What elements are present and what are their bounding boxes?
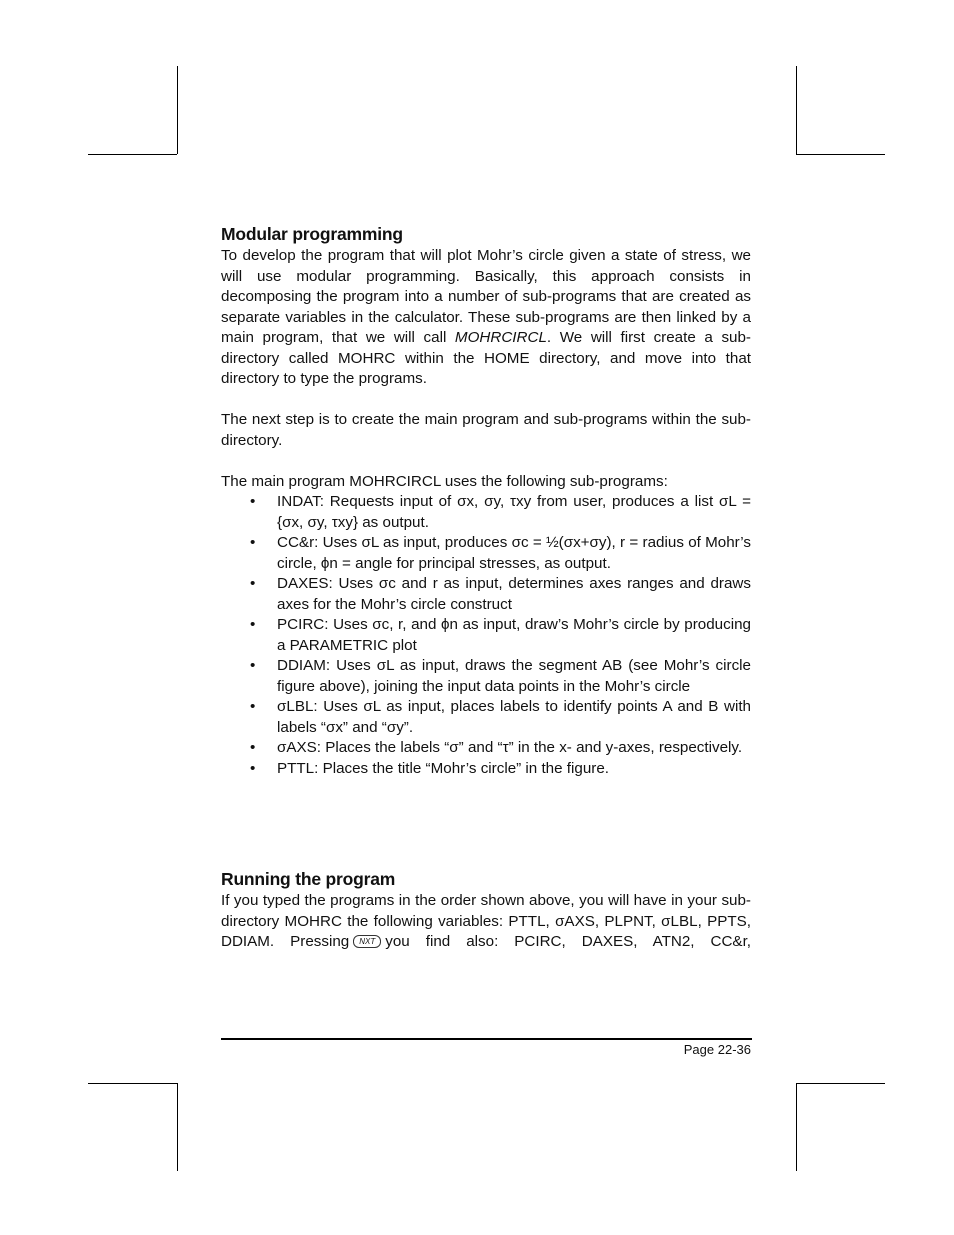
footer-rule — [221, 1038, 752, 1040]
page-number: Page 22-36 — [683, 1042, 751, 1057]
list-item — [221, 656, 751, 697]
paragraph-next-step: The next step is to create the main program and sub-programs within the sub-directory. — [221, 411, 751, 449]
paragraph-modular-intro-part-1: To develop the program that will plot Mohr’s circle given a state of stress, we will use modular programming. Basically, this approach consists in decomposing the program into a number of sub-programs that are created as separate variables in the calculator. These sub-programs are then linked by a main program, that we will call — [221, 247, 751, 346]
section-heading-running-the-program: Running the program — [221, 869, 396, 889]
subprogram-list — [221, 492, 751, 779]
bullet-icon: • — [250, 698, 256, 715]
crop-mark-br-vertical — [796, 1083, 797, 1171]
list-item — [221, 533, 751, 574]
bullet-icon: • — [250, 616, 256, 633]
bullet-icon: • — [250, 534, 256, 551]
crop-mark-tl-vertical — [177, 66, 178, 154]
program-name-mohrcircl: MOHRCIRCL — [454, 329, 547, 346]
paragraph-running — [221, 891, 751, 953]
bullet-icon: • — [250, 759, 256, 777]
list-item-text: DDIAM: Uses σL as input, draws the segment AB (see Mohr’s circle figure above), joining the input data points in the Mohr’s circle — [277, 657, 751, 695]
list-item — [221, 738, 751, 759]
nxt-key-icon: NXT — [353, 935, 381, 948]
list-item — [221, 615, 751, 656]
paragraph-running-part-2: you find also: PCIRC, DAXES, ATN2, CC&r, — [385, 933, 752, 950]
bullet-icon: • — [250, 739, 256, 756]
list-item-text: DAXES: Uses σc and r as input, determines axes ranges and draws axes for the Mohr’s circle construct — [277, 575, 751, 613]
list-item — [221, 759, 751, 780]
list-item — [221, 574, 751, 615]
list-item-text: INDAT: Requests input of σx, σy, τxy from user, produces a list σL = {σx, σy, τxy} as output. — [277, 493, 751, 531]
bullet-icon: • — [250, 493, 256, 510]
crop-mark-bl-vertical — [177, 1083, 178, 1171]
crop-mark-tr-vertical — [796, 66, 797, 154]
paragraph-running-part-1: If you typed the programs in the order shown above, you will have in your sub-directory MOHRC the following variables: PTTL, σAXS, PLPNT, σLBL, PPTS, DDIAM. Pressing — [221, 892, 751, 950]
bullet-icon: • — [250, 657, 256, 674]
crop-mark-tl-horizontal — [88, 154, 177, 155]
paragraph-modular-intro — [221, 246, 751, 390]
paragraph-main-program: The main program MOHRCIRCL uses the following sub-programs: — [221, 472, 668, 490]
paragraph-modular-intro-part-2: . We will first create a sub-directory called MOHRC within the HOME directory, and move into that directory to type the programs. — [221, 329, 751, 387]
list-item-text: PCIRC: Uses σc, r, and ϕn as input, draw’s Mohr’s circle by producing a PARAMETRIC plot — [277, 616, 751, 654]
page-content — [221, 222, 751, 953]
list-item-text: CC&r: Uses σL as input, produces σc = ½(σx+σy), r = radius of Mohr’s circle, ϕn = angle for principal stresses, as output. — [277, 534, 751, 572]
list-item — [221, 492, 751, 533]
bullet-icon: • — [250, 575, 256, 592]
list-item-text: σLBL: Uses σL as input, places labels to identify points A and B with labels “σx” and “σy”. — [277, 698, 751, 736]
list-item — [221, 697, 751, 738]
crop-mark-br-horizontal — [796, 1083, 885, 1084]
list-item-text: σAXS: Places the labels “σ” and “τ” in the x- and y-axes, respectively. — [277, 739, 743, 756]
crop-mark-bl-horizontal — [88, 1083, 177, 1084]
list-item-text: PTTL: Places the title “Mohr’s circle” in the figure. — [277, 759, 609, 777]
crop-mark-tr-horizontal — [796, 154, 885, 155]
section-heading-modular-programming: Modular programming — [221, 224, 403, 244]
